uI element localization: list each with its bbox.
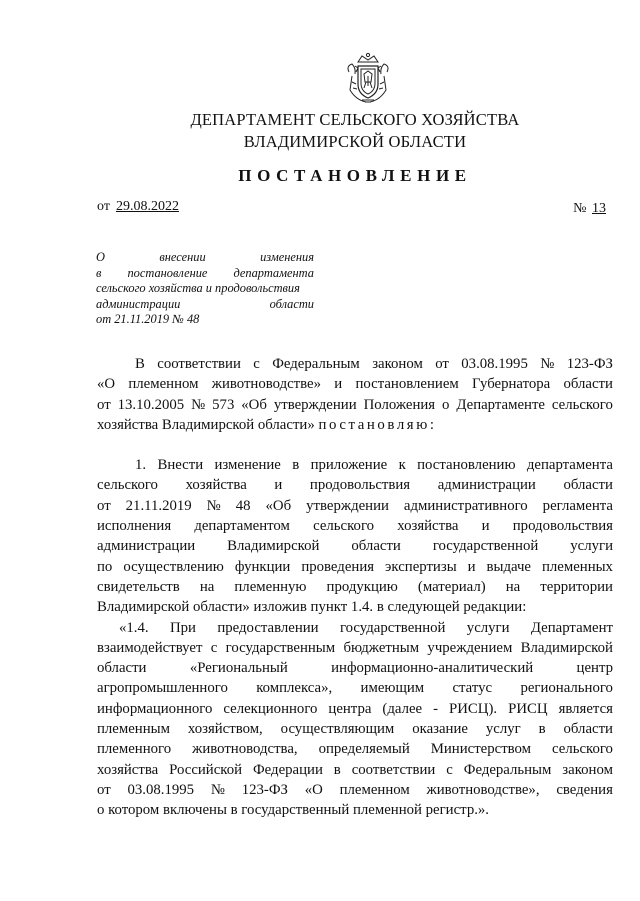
item-line: [97, 557, 613, 577]
word: 03.08.1995: [127, 781, 195, 798]
word: области: [563, 376, 613, 393]
document-number: [573, 201, 606, 217]
subject-word: администрации: [96, 296, 181, 311]
word: исполнения: [97, 518, 172, 535]
word: государственным: [225, 639, 336, 656]
word: Губернатора: [472, 376, 551, 393]
word: с: [253, 356, 260, 372]
document-body: [97, 354, 613, 821]
word: 21.11.2019: [125, 497, 192, 514]
subject-word: области: [269, 296, 314, 311]
word: «Об: [241, 396, 267, 413]
item-1-paragraph: [97, 455, 613, 617]
word: 123-ФЗ: [566, 356, 613, 372]
subject-line: [96, 250, 314, 266]
word: области: [563, 721, 613, 738]
word: сельского: [551, 396, 613, 413]
subject-line: [96, 297, 314, 313]
word: является: [558, 700, 613, 717]
quote-line: [97, 760, 613, 780]
word: от: [97, 781, 111, 798]
word: комплекса»,: [256, 680, 333, 697]
word: центра: [328, 700, 372, 717]
word: (далее: [382, 700, 423, 717]
word: к: [398, 457, 406, 474]
word: в: [538, 721, 546, 738]
quoted-paragraph-1-4: [97, 618, 613, 821]
word: «О: [97, 376, 116, 393]
word: области: [97, 660, 147, 677]
word: услуги: [466, 619, 510, 636]
word: №: [206, 497, 221, 514]
word: в: [292, 457, 300, 474]
word: №: [540, 356, 555, 372]
word: и: [467, 558, 476, 575]
word: центр: [576, 660, 613, 677]
word: от: [435, 356, 449, 372]
quote-line: [97, 739, 613, 759]
resolution-word: постановляю:: [318, 416, 437, 433]
word: области: [351, 538, 401, 555]
word: 48: [235, 497, 251, 514]
word: РИСЦ: [508, 700, 548, 717]
word: животноводстве»,: [426, 781, 540, 798]
word: соответствии: [157, 356, 241, 372]
date-value: 29.08.2022: [115, 199, 179, 214]
word: бюджетным: [343, 639, 420, 656]
word: племенном: [128, 376, 199, 393]
subject-line: сельского хозяйства и продовольствия: [96, 281, 300, 295]
word: осуществляющим: [280, 721, 395, 738]
word: экспертизы: [385, 558, 457, 575]
word: области: [563, 477, 613, 494]
word: Внести: [157, 457, 204, 474]
word: сведения: [556, 781, 613, 798]
word: «Об: [265, 497, 292, 514]
word: проведения: [301, 558, 375, 575]
subject-word: постановление: [127, 265, 208, 280]
word: Положения: [363, 396, 436, 413]
word: учреждением: [427, 639, 513, 656]
item-line: [97, 577, 613, 597]
word: 123-ФЗ: [241, 781, 288, 798]
word: 573: [212, 396, 235, 413]
subject-word: в: [96, 265, 102, 280]
word: (материал): [417, 578, 486, 595]
word: 03.08.1995: [461, 356, 528, 372]
word: законом: [562, 761, 613, 778]
word: администрации: [97, 538, 196, 555]
quote-line: о котором включены в государственный племенной регистр.».: [97, 802, 490, 819]
quote-line: [97, 638, 613, 658]
word: приложение: [310, 457, 388, 474]
word: услуги: [570, 538, 613, 555]
date-prefix: от: [97, 199, 110, 214]
quote-line: [97, 678, 613, 698]
word: хозяйства: [97, 761, 159, 778]
word: и: [274, 477, 283, 494]
word: селекционного: [223, 700, 318, 717]
word: определяемый: [318, 741, 410, 758]
word: с: [210, 639, 218, 656]
subject-line: [96, 266, 314, 282]
word: свидетельств: [97, 578, 180, 595]
word: сельского: [313, 518, 375, 535]
word: -: [433, 700, 439, 717]
word: и: [481, 518, 490, 535]
word: территории: [540, 578, 613, 595]
word: племенным: [97, 721, 170, 738]
word: «1.4.: [119, 619, 149, 636]
word: племенную: [234, 578, 307, 595]
word: племенного: [97, 741, 172, 758]
word: соответствии: [351, 761, 436, 778]
word: 1.: [135, 457, 147, 474]
word: Федерации: [252, 761, 323, 778]
word: хозяйства: [397, 518, 459, 535]
quote-line: [97, 719, 613, 739]
word: Владимирской: [520, 639, 613, 656]
word: имеющим: [360, 680, 425, 697]
item-line: Владимирской области» изложив пункт 1.4. в следующей редакции:: [97, 599, 527, 616]
item-line: [97, 496, 613, 516]
word: законом: [372, 356, 423, 372]
word: утверждении: [306, 497, 389, 514]
preamble-line: [97, 374, 613, 394]
word: функции: [234, 558, 291, 575]
word: информационного: [97, 700, 213, 717]
word: №: [191, 396, 206, 413]
preamble-line: [97, 395, 613, 415]
word: государственной: [432, 538, 539, 555]
subject-word: О: [96, 250, 105, 264]
document-subject: [96, 250, 314, 328]
word: «Региональный: [189, 660, 288, 677]
word: Федеральным: [272, 356, 360, 372]
word: государственной: [339, 619, 446, 636]
item-line: [97, 536, 613, 556]
word: департамента: [526, 457, 613, 474]
word: и: [334, 376, 343, 393]
word: продовольствия: [512, 518, 613, 535]
word: При: [169, 619, 196, 636]
word: от: [97, 396, 111, 413]
word: Департаменте: [456, 396, 545, 413]
word: взаимодействует: [97, 639, 203, 656]
subject-line: от 21.11.2019 № 48: [96, 312, 200, 326]
word: предоставлении: [217, 619, 319, 636]
quote-line: [97, 618, 613, 638]
word: информационно-аналитический: [331, 660, 534, 677]
word: сельского: [552, 741, 613, 758]
item-line: [97, 455, 613, 475]
word: 13.10.2005: [117, 396, 185, 413]
coat-of-arms-icon: [344, 52, 392, 104]
item-line: [97, 516, 613, 536]
word: агропромышленного: [97, 680, 228, 697]
word: от: [97, 497, 111, 514]
quote-line: [97, 780, 613, 800]
word: утверждении: [273, 396, 357, 413]
word: №: [210, 781, 225, 798]
word: регионального: [520, 680, 613, 697]
word: по: [97, 558, 113, 575]
word: выдаче: [486, 558, 531, 575]
subject-word: изменения: [260, 250, 314, 264]
word: РИСЦ).: [449, 700, 498, 717]
word: Департамент: [530, 619, 613, 636]
word: Владимирской: [227, 538, 320, 555]
word: животноводства,: [192, 741, 298, 758]
preamble-line: [97, 354, 613, 374]
paragraph-gap: [97, 435, 613, 455]
quote-line: [97, 699, 613, 719]
word: администрации: [437, 477, 536, 494]
word: в: [333, 761, 341, 778]
item-line: [97, 475, 613, 495]
word: Федеральным: [463, 761, 552, 778]
word: регламента: [542, 497, 613, 514]
word: изменение: [214, 457, 281, 474]
subject-word: департамента: [233, 265, 314, 280]
preamble-line: [97, 415, 613, 435]
word: «О: [304, 781, 323, 798]
word: хозяйством,: [187, 721, 263, 738]
quote-line: [97, 658, 613, 678]
word: осуществлению: [123, 558, 224, 575]
preamble-text: хозяйства Владимирской области»: [97, 416, 315, 433]
word: животноводстве»: [211, 376, 322, 393]
word: племенных: [541, 558, 613, 575]
number-prefix: №: [573, 201, 587, 216]
word: постановлению: [417, 457, 516, 474]
word: с: [446, 761, 453, 778]
word: племенном: [339, 781, 410, 798]
word: Российской: [169, 761, 243, 778]
word: на: [505, 578, 521, 595]
word: сельского: [97, 477, 158, 494]
department-name-line1: ДЕПАРТАМЕНТ СЕЛЬСКОГО ХОЗЯЙСТВА: [190, 110, 520, 129]
word: оказание: [412, 721, 468, 738]
department-name-line2: ВЛАДИМИРСКОЙ ОБЛАСТИ: [243, 132, 467, 151]
subject-word: внесении: [159, 250, 206, 264]
word: услуг: [485, 721, 521, 738]
word: хозяйства: [185, 477, 247, 494]
word: продукцию: [326, 578, 398, 595]
word: о: [442, 396, 450, 413]
word: статус: [452, 680, 493, 697]
preamble-paragraph: [97, 354, 613, 435]
word: Министерством: [430, 741, 532, 758]
word: административного: [403, 497, 528, 514]
word: продовольствия: [309, 477, 411, 494]
word: постановлением: [355, 376, 459, 393]
document-date: [97, 199, 179, 215]
word: департаментом: [194, 518, 290, 535]
word: В: [135, 356, 145, 372]
document-title: ПОСТАНОВЛЕНИЕ: [238, 166, 472, 185]
number-value: 13: [592, 201, 606, 216]
word: на: [199, 578, 215, 595]
